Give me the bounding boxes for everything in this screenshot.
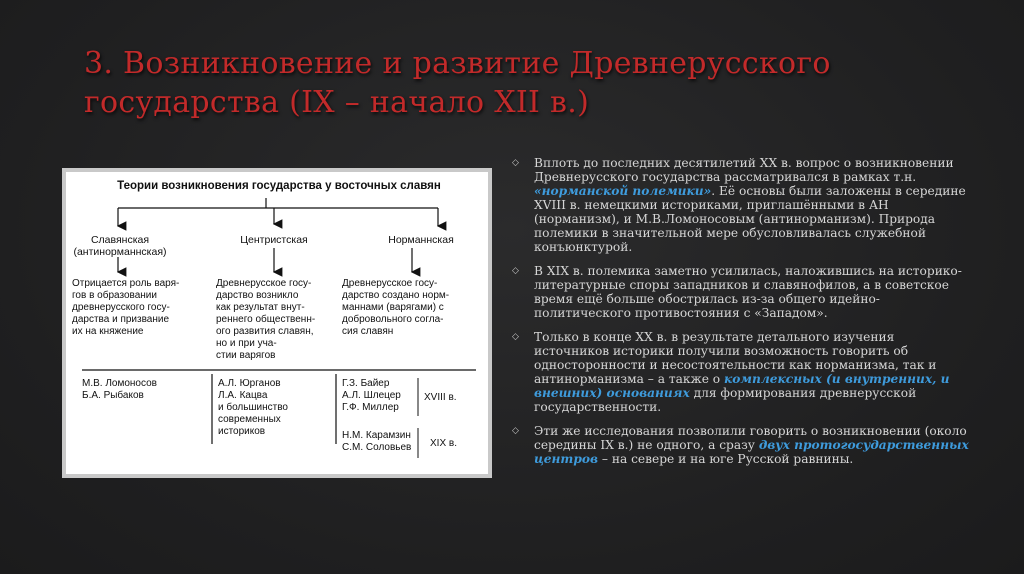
historian-name: С.М. Соловьев [342,442,412,453]
diagram-title: Теории возникновения государства у восточных славян [117,180,441,192]
highlight-term: «норманской полемики» [534,184,712,198]
column-head-line: Славянская [90,234,150,246]
column-head-line: Норманнская [388,234,454,246]
bullet-text: В XIX в. полемика заметно усилилась, наложившись на историко-литературные споры западников и славянофилов, а в советское время ещё больше обострилась из-за общего идейно-политического противостояния с «Западом». [534,264,962,320]
text-line: но и при уча- [216,338,277,349]
bullet-text: Эти же исследования позволили говорить о возникновении (около середины IX в.) не одного, а сразу [534,424,967,452]
century-label-19: XIX в. [430,438,457,449]
text-line: сия славян [342,326,394,337]
historian-name: Л.А. Кацва [218,390,268,401]
historian-name: историков [218,426,266,437]
historian-name: Н.М. Карамзин [342,430,411,441]
text-line: их на княжение [72,326,144,337]
column-head-norman [366,234,476,246]
text-line: древнерусского госу- [72,302,170,313]
names-norman-18c [342,378,401,414]
title-line-2: государства (IX – начало XII в.) [84,85,590,120]
text-line: Отрицается роль варя- [72,278,180,289]
highlight-term: комплексных (и внутренних, и внешних) основаниях [534,372,950,400]
column-text-slavic [72,278,190,338]
historian-name: М.В. Ломоносов [82,378,157,389]
text-line: как результат внут- [216,302,305,313]
theories-diagram [62,168,492,478]
names-centrist [218,378,288,438]
column-head-line: (антинорманнская) [73,246,167,258]
column-head-line: Центристская [240,234,308,246]
column-text-norman [342,278,482,338]
slide-title [84,44,964,122]
names-norman-19c [342,430,411,454]
highlight-term: двух протогосударственных центров [534,438,969,466]
historian-name: А.Л. Юрганов [218,378,281,389]
bullet-item [510,424,970,466]
text-line: реннего общественн- [216,314,316,325]
text-line: ого развития славян, [216,326,314,337]
bullet-text: – на севере и на юге Русской равнины. [597,452,854,466]
bullet-text: Только в конце XX в. в результате детального изучения источников историки получили возможность говорить об односторонности и несостоятельности как норманизма, так и антинорманизма – а также о [534,330,937,386]
bullet-text: Вплоть до последних десятилетий XX в. вопрос о возникновении Древнерусского государства рассматривался в рамках т.н. [534,156,954,184]
column-head-slavic [70,234,170,258]
text-line: дарство возникло [216,290,299,301]
bullet-text: для формирования древнерусской государственности. [534,386,917,414]
text-line: Древнерусское госу- [216,278,312,289]
historian-name: Г.Ф. Миллер [342,402,399,413]
century-label-18: XVIII в. [424,392,457,403]
historian-name: современных [218,414,281,425]
bullet-item [510,330,970,414]
diamond-bullet-icon: ◇ [512,158,519,168]
text-line: Древнерусское госу- [342,278,438,289]
bullet-item [510,156,970,254]
historian-name: А.Л. Шлецер [342,390,401,401]
historian-name: Г.З. Байер [342,378,390,389]
diamond-bullet-icon: ◇ [512,332,519,342]
column-head-centrist [224,234,324,246]
text-line: гов в образовании [72,290,157,301]
diamond-bullet-icon: ◇ [512,266,519,276]
text-line: дарства и призвание [72,314,170,325]
column-text-centrist [216,278,334,362]
bullet-list [510,156,970,476]
bullet-text: . Её основы были заложены в середине XVIII в. немецкими историками, приглашёнными в АН (норманизм), и М.В.Ломоносовым (антинорманизм). Природа полемики в значительной мере обусловливалась служебной конъюнктурой. [534,184,966,254]
names-slavic [82,378,157,402]
bullet-item [510,264,970,320]
text-line: маннами (варягами) с [342,302,444,313]
title-line-1: 3. Возникновение и развитие Древнерусского [84,46,831,81]
diamond-bullet-icon: ◇ [512,426,519,436]
historian-name: и большинство [218,402,288,413]
text-line: добровольного согла- [342,314,444,325]
text-line: дарство создано норм- [342,290,450,301]
text-line: стии варягов [216,350,276,361]
historian-name: Б.А. Рыбаков [82,390,144,401]
